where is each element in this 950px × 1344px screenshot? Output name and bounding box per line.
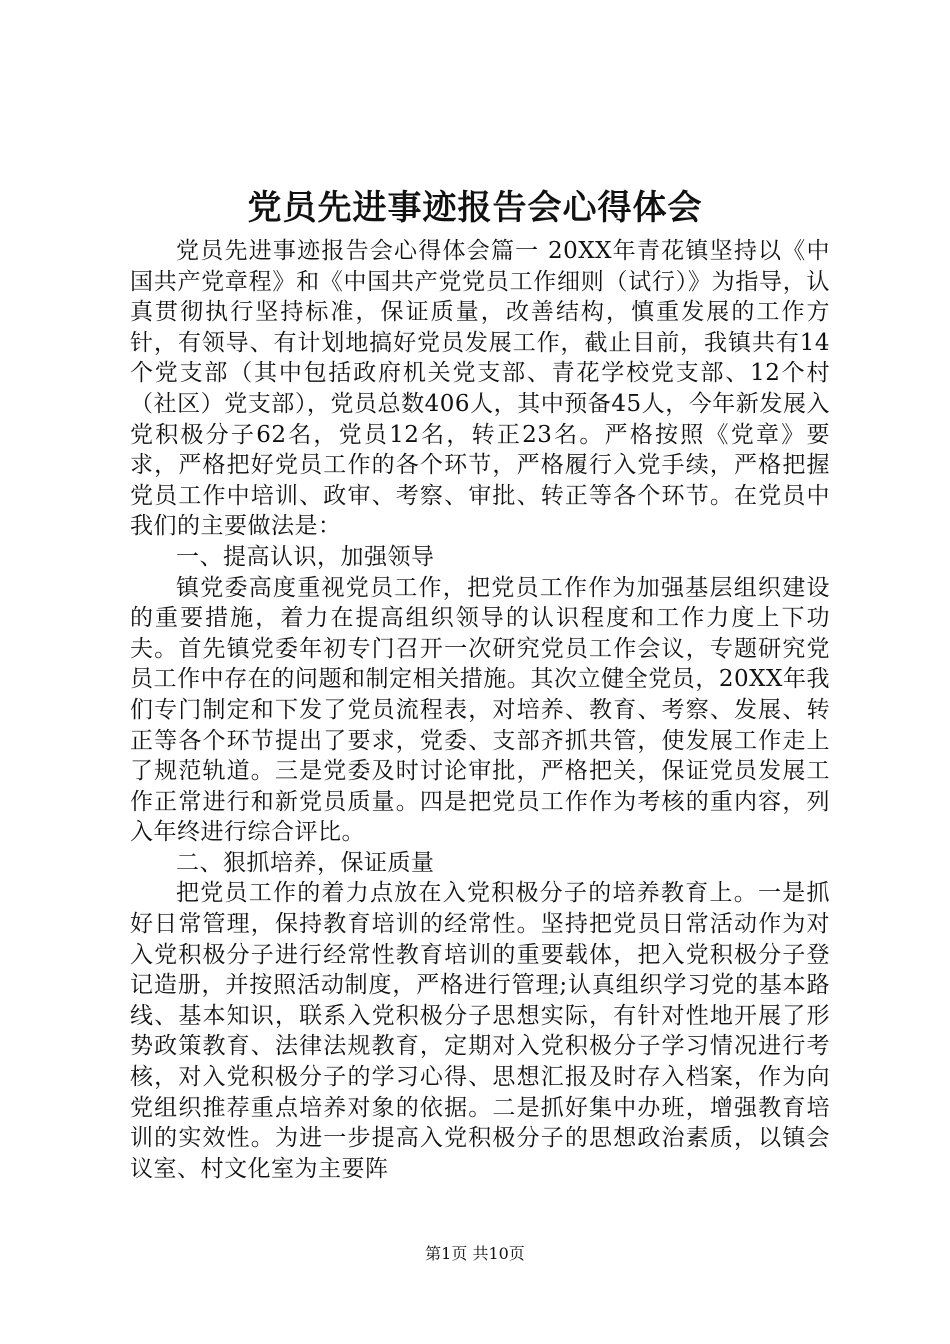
paragraph-section-2: 把党员工作的着力点放在入党积极分子的培养教育上。一是抓好日常管理，保持教育培训的经常性。坚持把党员日常活动作为对入党积极分子进行经常性教育培训的重要载体，把入党积极分子登记造册，并按照活动制度，严格进行管理;认真组织学习党的基本路线、基本知识，联系入党积极分子思想实际，有针对性地开展了形势政策教育、法律法规教育，定期对入党积极分子学习情况进行考核，对入党积极分子的学习心得、思想汇报及时存入档案，作为向党组织推荐重点培养对象的依据。二是抓好集中办班，增强教育培训的实效性。为进一步提高入党积极分子的思想政治素质，以镇会议室、村文化室为主要阵 xyxy=(130,880,830,1182)
section-heading-2: 二、狠抓培养，保证质量 xyxy=(176,849,435,876)
document-body xyxy=(130,236,830,1184)
section-heading-1: 一、提高认识，加强领导 xyxy=(176,543,435,570)
paragraph-intro: 党员先进事迹报告会心得体会篇一 20XX年青花镇坚持以《中国共产党章程》和《中国共产党党员工作细则（试行）》为指导，认真贯彻执行坚持标准，保证质量，改善结构，慎重发展的工作方针，有领导、有计划地搞好党员发展工作，截止目前，我镇共有14个党支部（其中包括政府机关党支部、青花学校党支部、12个村（社区）党支部），党员总数406人，其中预备45人，今年新发展入党积极分子62名，党员12名，转正23名。严格按照《党章》要求，严格把好党员工作的各个环节，严格履行入党手续，严格把握党员工作中培训、政审、考察、审批、转正等各个环节。在党员中我们的主要做法是： xyxy=(130,238,830,540)
document-title: 党员先进事迹报告会心得体会 xyxy=(247,188,703,228)
page-footer: 第1页 共10页 xyxy=(425,1244,525,1263)
paragraph-section-1: 镇党委高度重视党员工作，把党员工作作为加强基层组织建设的重要措施，着力在提高组织领导的认识程度和工作力度上下功夫。首先镇党委年初专门召开一次研究党员工作会议，专题研究党员工作中存在的问题和制定相关措施。其次立健全党员，20XX年我们专门制定和下发了党员流程表，对培养、教育、考察、发展、转正等各个环节提出了要求，党委、支部齐抓共管，使发展工作走上了规范轨道。三是党委及时讨论审批，严格把关，保证党员发展工作正常进行和新党员质量。四是把党员工作作为考核的重内容，列入年终进行综合评比。 xyxy=(130,574,830,846)
